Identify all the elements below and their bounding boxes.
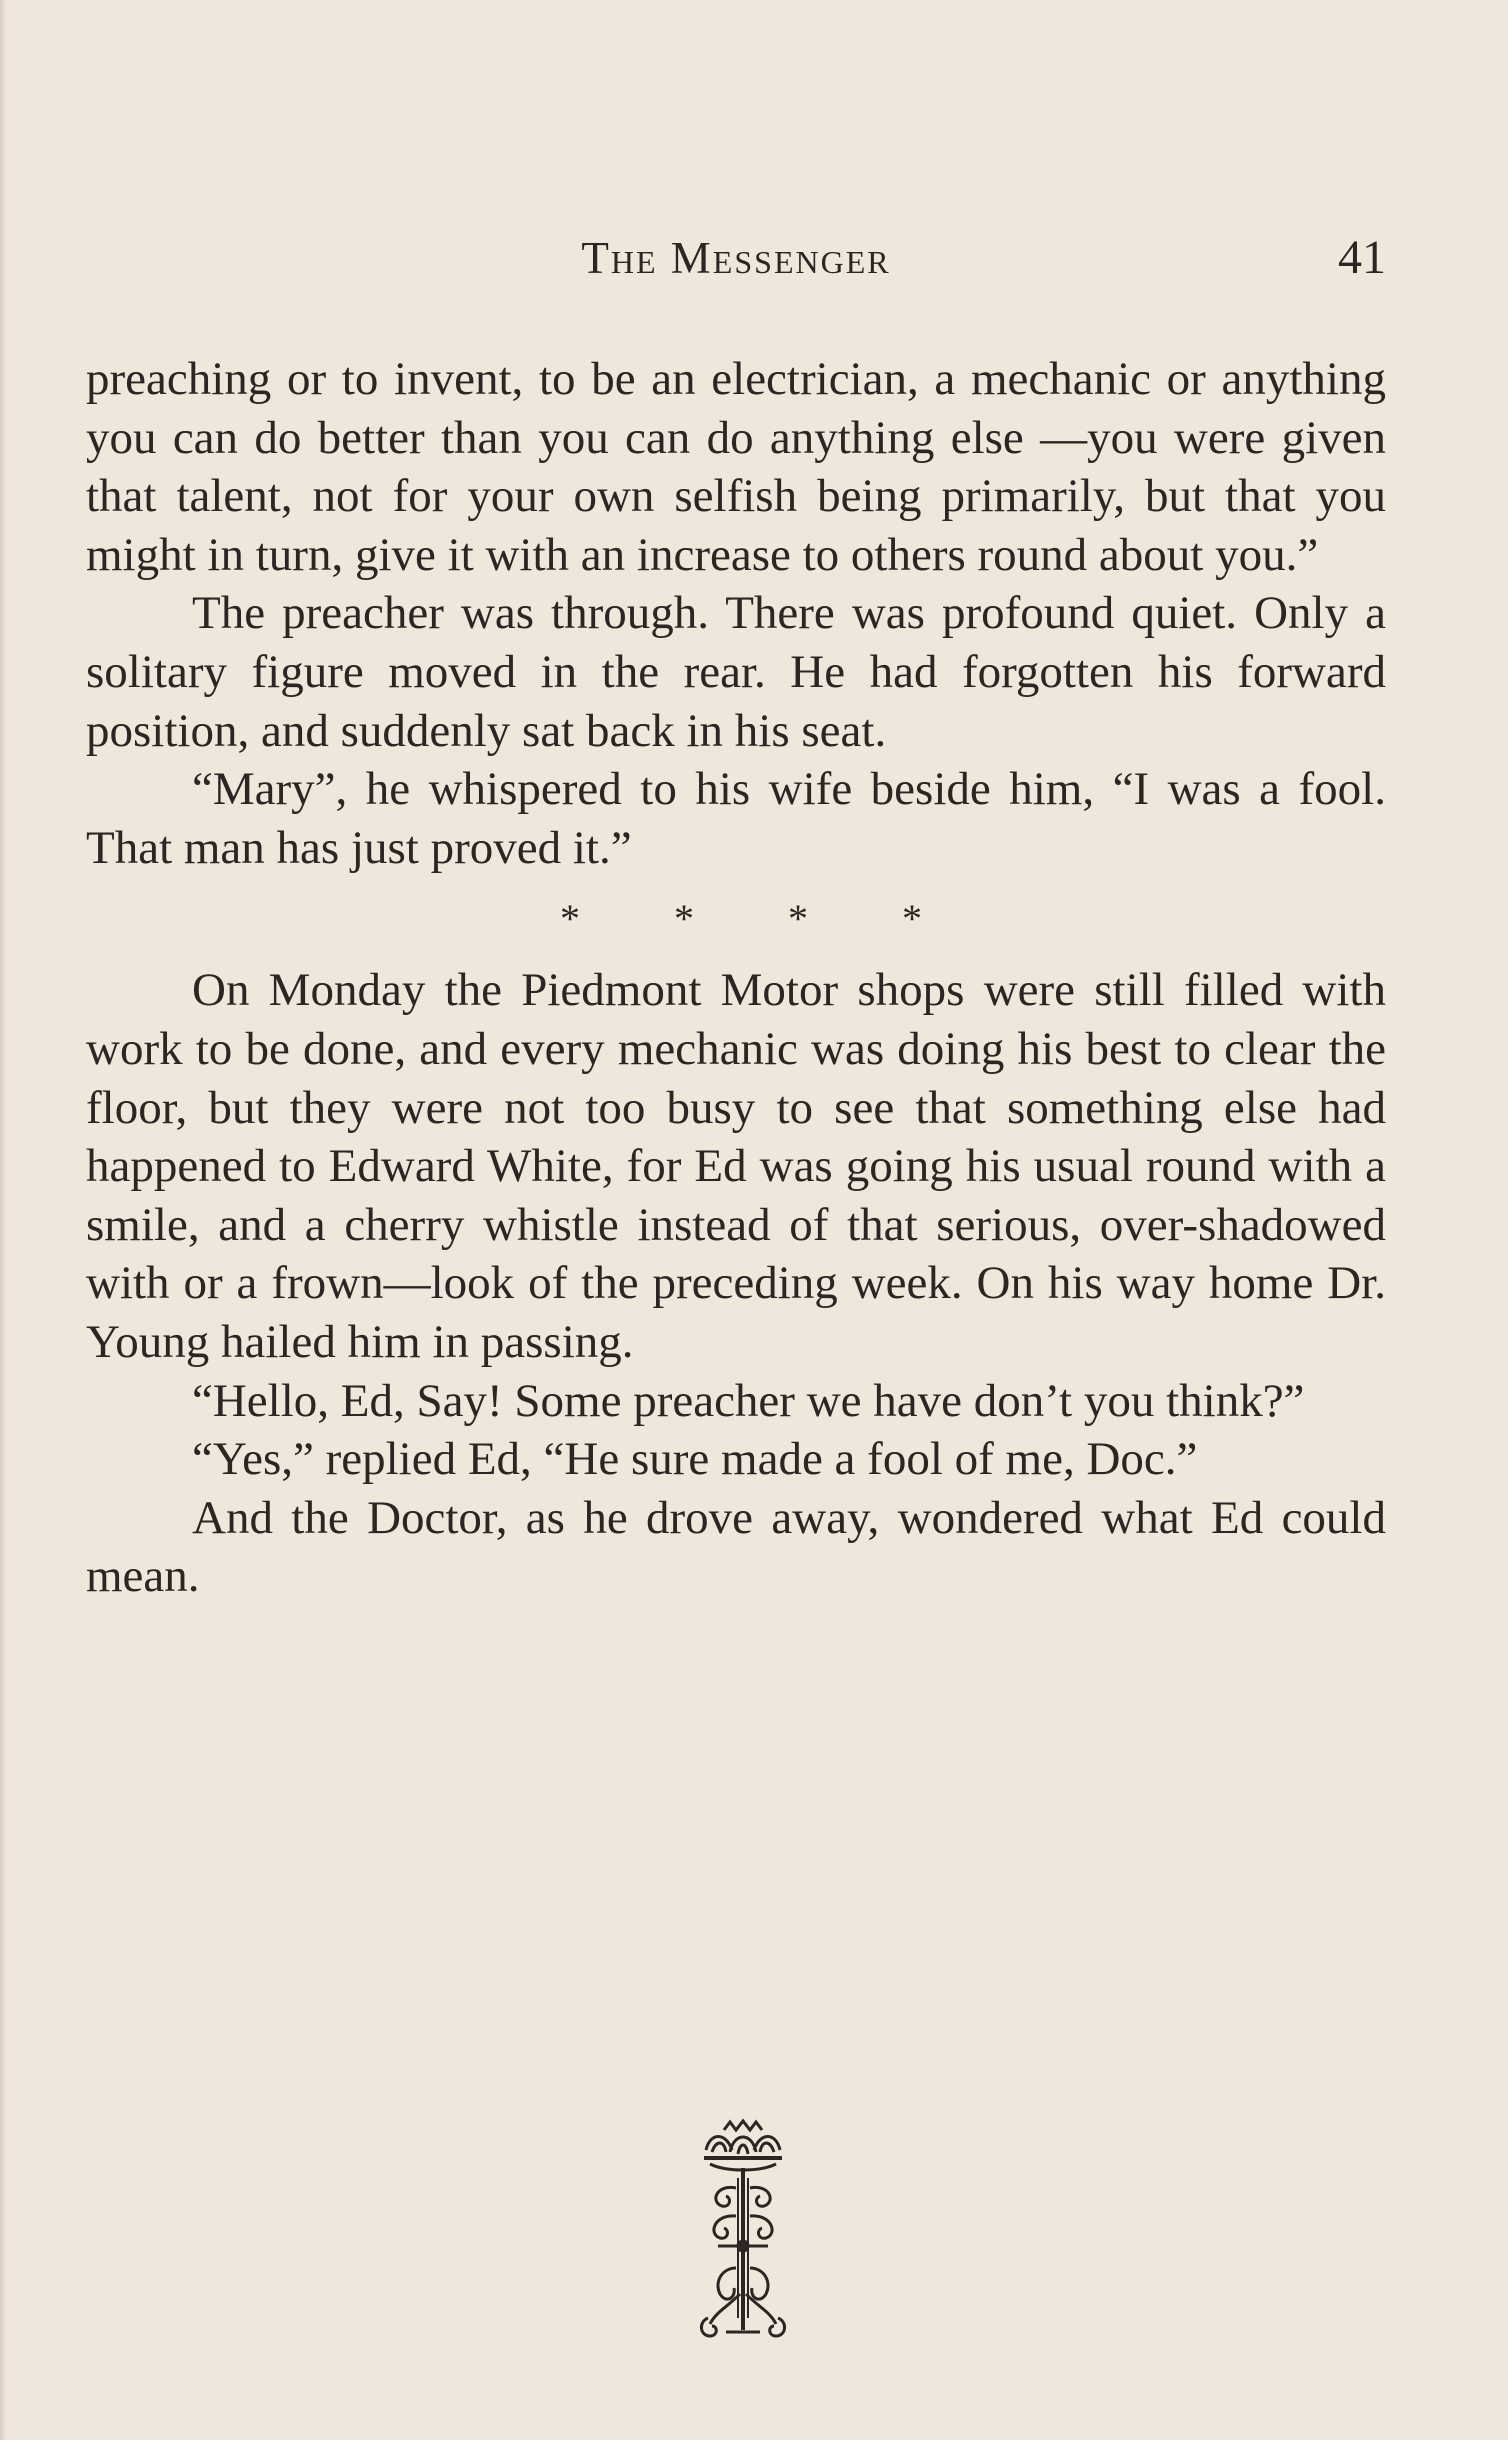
body-text: [86, 350, 1386, 1606]
section-break: [86, 877, 1386, 961]
page-number: 41: [1338, 231, 1386, 284]
paragraph-1: preaching or to invent, to be an electrician, a mechanic or anything you can do better than you can do anything else —you were given that talent, not for your own selfish being primarily, but that you might in turn, give it with an increase to others round about you.”: [86, 353, 1386, 581]
floral-tailpiece-ornament-icon: [696, 2118, 790, 2344]
running-head: [86, 228, 1386, 288]
running-title: The Messenger: [581, 233, 891, 283]
asterisk-4: *: [902, 896, 922, 942]
paragraph-7: And the Doctor, as he drove away, wondered what Ed could mean.: [86, 1491, 1386, 1603]
asterisk-1: *: [560, 896, 580, 942]
paragraph-6: “Yes,” replied Ed, “He sure made a fool of me, Doc.”: [192, 1433, 1198, 1486]
paragraph-2: The preacher was through. There was profound quiet. Only a solitary figure moved in the rear. He had forgotten his forward position, and suddenly sat back in his seat.: [86, 587, 1386, 757]
paragraph-3: “Mary”, he whispered to his wife beside him, “I was a fool. That man has just proved it.”: [86, 763, 1386, 874]
asterisk-3: *: [788, 896, 808, 942]
paragraph-4: On Monday the Piedmont Motor shops were still filled with work to be done, and every mechanic was doing his best to clear the floor, but they were not too busy to see that something else had happened to Edward White, for Ed was going his usual round with a smile, and a cherry whistle instead of that serious, over-shadowed with or a frown—look of the preceding week. On his way home Dr. Young hailed him in passing.: [86, 964, 1386, 1368]
asterisk-2: *: [674, 896, 694, 942]
paragraph-5: “Hello, Ed, Say! Some preacher we have don’t you think?”: [192, 1374, 1305, 1427]
page-edge: [0, 0, 6, 2440]
